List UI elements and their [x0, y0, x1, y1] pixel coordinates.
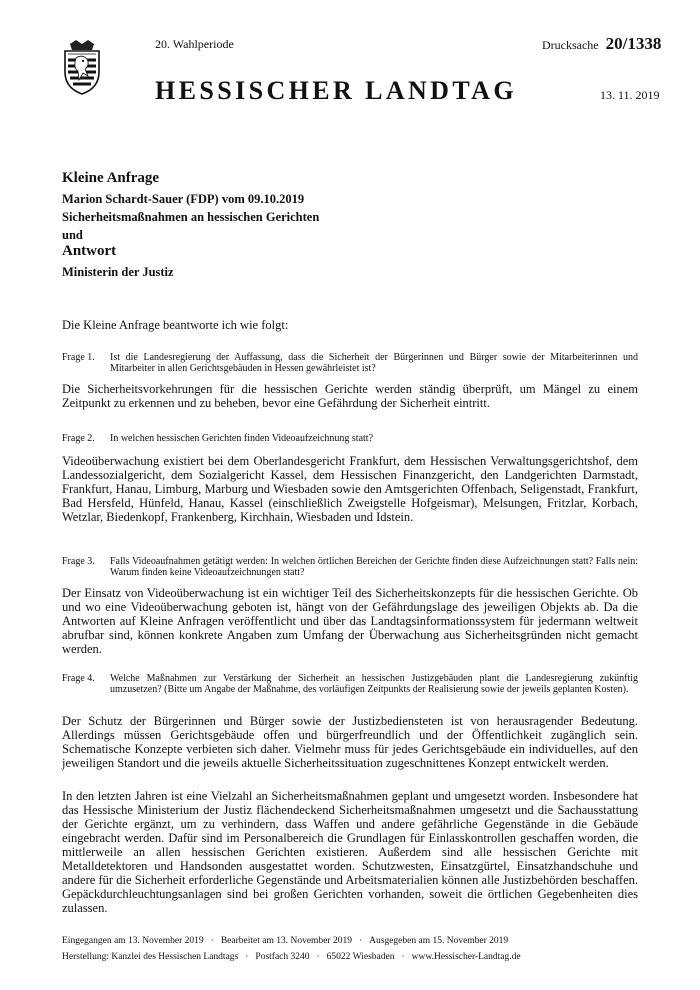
footer-processed: Bearbeitet am 13. November 2019	[220, 936, 352, 946]
document-author: Marion Schardt-Sauer (FDP) vom 09.10.2019	[62, 192, 305, 206]
footer-imprint	[62, 952, 521, 962]
drucksache-label: Drucksache	[542, 38, 599, 52]
footer-separator: ·	[210, 936, 214, 946]
responder: Ministerin der Justiz	[62, 265, 174, 279]
question-label: Frage 4.	[62, 673, 95, 684]
footer-separator: ·	[401, 952, 405, 962]
question-label: Frage 1.	[62, 352, 95, 363]
footer-city: 65022 Wiesbaden	[326, 952, 395, 962]
drucksache	[542, 34, 661, 54]
question-text: Ist die Landesregierung der Auffassung, dass die Sicherheit der Bürgerinnen und Bürger sowie der Mitarbeiterinnen und Mitarbeiter in allen Gerichtsgebäuden in Hessen gewährleistet ist?	[110, 352, 638, 374]
footer-website-link[interactable]: www.Hessischer-Landtag.de	[411, 952, 521, 962]
footer-postbox: Postfach 3240	[255, 952, 310, 962]
document-date: 13. 11. 2019	[600, 88, 660, 102]
footer-issued: Ausgegeben am 15. November 2019	[369, 936, 509, 946]
intro-text: Die Kleine Anfrage beantworte ich wie folgt:	[62, 318, 289, 332]
hessen-lion-crest-icon	[62, 40, 102, 95]
answer-heading: Antwort	[62, 243, 117, 259]
question-label: Frage 2.	[62, 433, 95, 444]
question-text: Welche Maßnahmen zur Verstärkung der Sicherheit an hessischen Justizgebäuden plant die Landesregierung zukünftig umzusetzen? (Bitte um Angabe der Maßnahme, des vorläufigen Zeitpunkts der Realisierung sowie der jeweils geplanten Kosten).	[110, 673, 638, 695]
drucksache-number: 20/1338	[605, 34, 662, 53]
footer-received: Eingegangen am 13. November 2019	[62, 936, 204, 946]
footer-producer: Herstellung: Kanzlei des Hessischen Landtags	[62, 952, 239, 962]
footer-separator: ·	[316, 952, 320, 962]
footer-separator: ·	[358, 936, 363, 946]
footer-separator: ·	[245, 952, 249, 962]
wahlperiode: 20. Wahlperiode	[155, 37, 234, 51]
question-text: Falls Videoaufnahmen getätigt werden: In welchen örtlichen Bereichen der Gerichte finden diese Aufzeichnungen statt? Falls nein: Warum finden keine Videoaufzeichnungen statt?	[110, 556, 638, 578]
footer-dates	[62, 936, 508, 946]
question-text: In welchen hessischen Gerichten finden Videoaufzeichnung statt?	[110, 433, 374, 444]
answer-paragraph: Der Einsatz von Videoüberwachung ist ein wichtiger Teil des Sicherheitskonzepts für die hessischen Gerichte. Ob und wo eine Videoüberwachung geboten ist, hängt von der Gefährdungslage des jeweiligen Objekts ab. Da die Antworten auf Kleine Anfragen veröffentlicht und über das Landtagsinformationssystem für jedermann weltweit abrufbar sind, können konkrete Angaben zum Umfang der Überwachung aus Sicherheitsgründen nicht gemacht werden.	[62, 586, 638, 656]
conjunction: und	[62, 228, 83, 242]
answer-paragraph: Der Schutz der Bürgerinnen und Bürger sowie der Justizbediensteten ist von herausragender Bedeutung. Allerdings müssen Gerichtsgebäude offen und bürgerfreundlich und der Öffentlichkeit zugänglich sein. Schematische Konzepte verbieten sich daher. Vielmehr muss für jedes Gerichtsgebäude ein individuelles, auf den jeweiligen Standort und die jeweils aktuelle Sicherheitssituation zugeschnittenes Konzept entwickelt werden.	[62, 714, 638, 770]
institution-title: HESSISCHER LANDTAG	[155, 76, 517, 105]
answer-paragraph: Videoüberwachung existiert bei dem Oberlandesgericht Frankfurt, dem Hessischen Verwaltungsgerichtshof, dem Landessozialgericht, dem Sozialgericht Kassel, dem Hessischen Finanzgericht, den Landgerichten Darmstadt, Frankfurt, Hanau, Limburg, Marburg und Wiesbaden sowie den Amtsgerichten Offenbach, Seligenstadt, Frankfurt, Bad Hersfeld, Hünfeld, Hanau, Kassel (einschließlich Zweigstelle Hofgeismar), Melsungen, Fritzlar, Korbach, Wetzlar, Biedenkopf, Frankenberg, Kirchhain, Wiesbaden und Idstein.	[62, 454, 638, 524]
answer-paragraph: Die Sicherheitsvorkehrungen für die hessischen Gerichte werden ständig überprüft, um Mängel zu einem Zeitpunkt zu erkennen und zu beheben, bevor eine Gefährdung der Sicherheit eintritt.	[62, 382, 638, 410]
document-subject: Sicherheitsmaßnahmen an hessischen Gerichten	[62, 210, 320, 224]
answer-paragraph: In den letzten Jahren ist eine Vielzahl an Sicherheitsmaßnahmen geplant und umgesetzt worden. Insbesondere hat das Hessische Ministerium der Justiz flächendeckend Sicherheitsmaßnahmen umgesetzt und die Sachausstattung der Gerichte ergänzt, um zu verhindern, dass Waffen und andere gefährliche Gegenstände in die Gebäude eingebracht werden. Dafür sind im Personalbereich die Grundlagen für Einlasskontrollen geschaffen worden, die mittlerweile an allen hessischen Gerichten existieren. Außerdem sind alle hessischen Gerichte mit Metalldetektoren und Handsonden ausgestattet worden. Schutzwesten, Einsatzgürtel, Einsatzhandschuhe und andere für die Sicherheit erforderliche Gegenstände und Arbeitsmaterialien können alle Justizbehörden beschaffen. Gepäckdurchleuchtungsanlagen sind bei großen Gerichten vorhanden, soweit die örtlichen Gegebenheiten dies zulassen.	[62, 789, 638, 915]
document-kind: Kleine Anfrage	[62, 170, 160, 186]
question-label: Frage 3.	[62, 556, 95, 567]
